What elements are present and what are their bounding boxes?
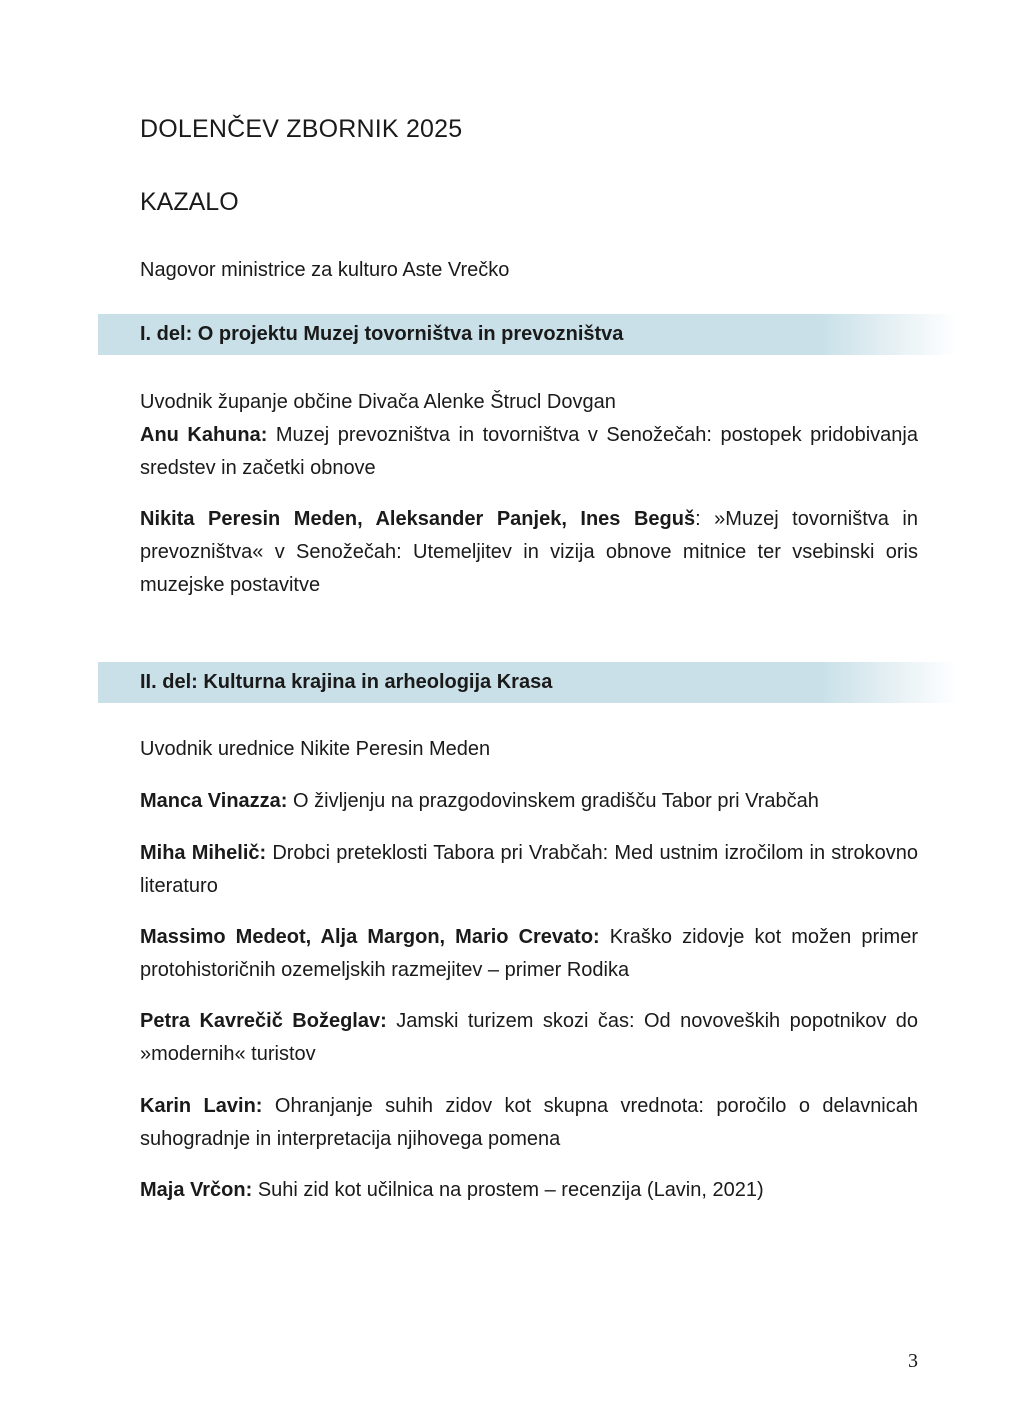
entry-title: Ohranjanje suhih zidov kot skupna vrednota: poročilo o delavnicah suhogradnje in interpretacija njihovega pomena (140, 1095, 919, 1150)
toc-entry (140, 785, 918, 818)
toc-entry (140, 921, 918, 987)
section-heading-part-2 (98, 662, 958, 703)
entry-title: O življenju na prazgodovinskem gradišču Tabor pri Vrabčah (287, 790, 819, 812)
entry-title: : »Muzej tovorništva in prevozništva« v Senožečah: Utemeljitev in vizija obnove mitnice ter vsebinski oris muzejske postavitve (140, 508, 918, 596)
entry-authors: Massimo Medeot, Alja Margon, Mario Crevato: (140, 926, 600, 948)
toc-entry-editor-editorial (140, 733, 918, 766)
entry-authors: Karin Lavin: (140, 1095, 263, 1117)
entry-title: Suhi zid kot učilnica na prostem – recenzija (Lavin, 2021) (252, 1179, 764, 1201)
entry-authors: Nikita Peresin Meden, Aleksander Panjek, Ines Beguš (140, 508, 696, 530)
section-heading-part-2-label: II. del: Kulturna krajina in arheologija Krasa (140, 671, 553, 693)
entry-title: Uvodnik županje občine Divača Alenke Štrucl Dovgan (140, 391, 616, 413)
toc-entry (140, 837, 918, 903)
entry-title: Jamski turizem skozi čas: Od novoveških popotnikov do »modernih« turistov (140, 1010, 918, 1065)
entry-authors: Anu Kahuna: (140, 424, 268, 446)
toc-entry (140, 503, 918, 602)
entry-authors: Petra Kavrečič Božeglav: (140, 1010, 387, 1032)
entry-title: Kraško zidovje kot možen primer protohistoričnih ozemeljskih razmejitev – primer Rodika (140, 926, 918, 981)
page-title: DOLENČEV ZBORNIK 2025 (140, 115, 463, 143)
toc-entry (140, 419, 918, 485)
entry-authors: Miha Mihelič: (140, 842, 267, 864)
entry-authors: Maja Vrčon: (140, 1179, 253, 1201)
toc-entry (140, 1174, 918, 1207)
entry-title: Drobci preteklosti Tabora pri Vrabčah: Med ustnim izročilom in strokovno literaturo (140, 842, 918, 897)
entry-title: Uvodnik urednice Nikite Peresin Meden (140, 738, 491, 760)
toc-entry-minister-address: Nagovor ministrice za kulturo Aste Vrečko (140, 259, 510, 281)
toc-entry (140, 1090, 918, 1156)
entry-title: Muzej prevozništva in tovorništva v Senožečah: postopek pridobivanja sredstev in začetki obnove (140, 424, 918, 479)
toc-entry (140, 1005, 918, 1071)
section-heading-part-1 (98, 314, 958, 355)
toc-entry-mayor-editorial (140, 386, 918, 419)
section-heading-part-1-label: I. del: O projektu Muzej tovorništva in prevozništva (140, 323, 624, 345)
page-number: 3 (908, 1350, 918, 1372)
toc-heading: KAZALO (140, 188, 239, 216)
entry-authors: Manca Vinazza: (140, 790, 288, 812)
